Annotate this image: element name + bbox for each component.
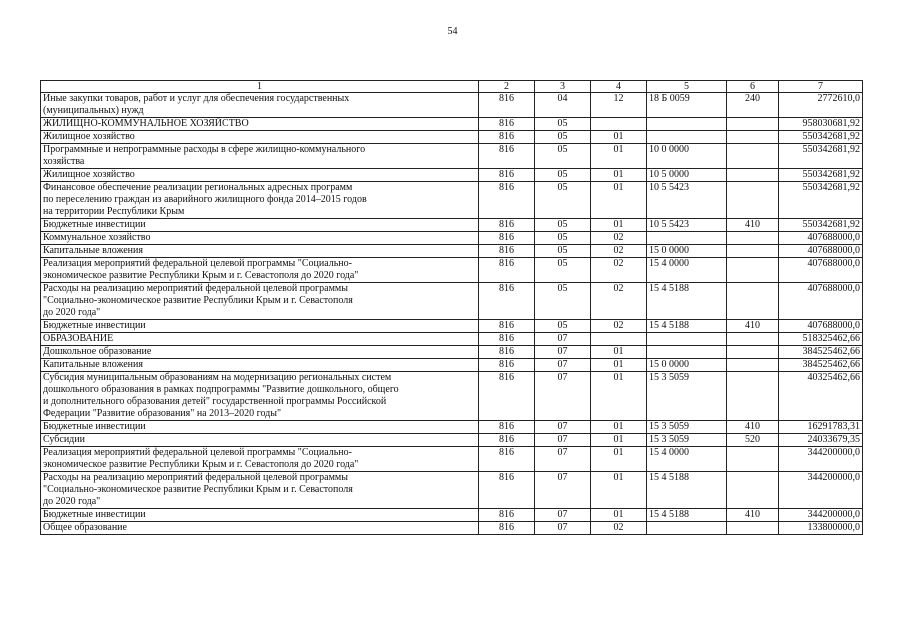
row-name-line: "Социально-экономическое развитие Республики Крым и г. Севастополя: [43, 295, 353, 306]
row-name-cell: [41, 118, 479, 131]
row-name-line: Расходы на реализацию мероприятий федеральной целевой программы: [43, 472, 348, 483]
amount-cell: 344200000,0: [779, 509, 863, 522]
table-row: [41, 333, 863, 346]
target-item-cell: 15 4 0000: [647, 258, 727, 283]
amount-cell: 518325462,66: [779, 333, 863, 346]
section-code-cell: 04: [535, 93, 591, 118]
subsection-code-cell: 01: [591, 144, 647, 169]
row-name-line: Общее образование: [43, 522, 127, 533]
expense-type-cell: [727, 359, 779, 372]
amount-cell: 2772610,0: [779, 93, 863, 118]
row-name-line: ЖИЛИЩНО-КОММУНАЛЬНОЕ ХОЗЯЙСТВО: [43, 118, 249, 129]
ministry-code-cell: 816: [479, 320, 535, 333]
table-row: [41, 169, 863, 182]
section-code-cell: 07: [535, 447, 591, 472]
ministry-code-cell: 816: [479, 131, 535, 144]
table-row: [41, 372, 863, 421]
row-name-line: Программные и непрограммные расходы в сфере жилищно-коммунального: [43, 144, 366, 155]
section-code-cell: 07: [535, 346, 591, 359]
ministry-code-cell: 816: [479, 232, 535, 245]
table-row: [41, 320, 863, 333]
section-code-cell: 05: [535, 245, 591, 258]
subsection-code-cell: 01: [591, 509, 647, 522]
section-code-cell: 05: [535, 118, 591, 131]
page-number: 54: [447, 26, 458, 37]
target-item-cell: [647, 522, 727, 535]
amount-cell: 133800000,0: [779, 522, 863, 535]
ministry-code-cell: 816: [479, 447, 535, 472]
row-name-line: Дошкольное образование: [43, 346, 152, 357]
amount-cell: 16291783,31: [779, 421, 863, 434]
amount-cell: 24033679,35: [779, 434, 863, 447]
row-name-cell: [41, 372, 479, 421]
row-name-line: Капитальные вложения: [43, 359, 143, 370]
subsection-code-cell: 01: [591, 169, 647, 182]
row-name-cell: [41, 144, 479, 169]
row-name-line: дошкольного образования в рамках подпрограммы "Развитие дошкольного, общего: [43, 384, 399, 395]
ministry-code-cell: 816: [479, 434, 535, 447]
expense-type-cell: [727, 182, 779, 219]
row-name-line: Реализация мероприятий федеральной целевой программы "Социально-: [43, 258, 352, 269]
row-name-line: Бюджетные инвестиции: [43, 509, 146, 520]
target-item-cell: 15 0 0000: [647, 359, 727, 372]
row-name-cell: [41, 219, 479, 232]
section-code-cell: 07: [535, 359, 591, 372]
table-row: [41, 472, 863, 509]
subsection-code-cell: 01: [591, 346, 647, 359]
ministry-code-cell: 816: [479, 333, 535, 346]
row-name-line: на территории Республики Крым: [43, 206, 185, 217]
ministry-code-cell: 816: [479, 472, 535, 509]
table-row: [41, 258, 863, 283]
expense-type-cell: [727, 522, 779, 535]
amount-cell: 40325462,66: [779, 372, 863, 421]
expense-type-cell: 410: [727, 509, 779, 522]
table-row: [41, 182, 863, 219]
row-name-line: Федерации "Развитие образования" на 2013–2020 годы": [43, 408, 282, 419]
target-item-cell: 15 3 5059: [647, 421, 727, 434]
table-row: [41, 283, 863, 320]
row-name-cell: [41, 131, 479, 144]
amount-cell: 407688000,0: [779, 245, 863, 258]
row-name-line: (муниципальных) нужд: [43, 105, 144, 116]
budget-table: [40, 80, 863, 535]
row-name-line: Бюджетные инвестиции: [43, 421, 146, 432]
table-row: [41, 346, 863, 359]
amount-cell: 550342681,92: [779, 182, 863, 219]
table-row: [41, 131, 863, 144]
header-cell: 6: [727, 81, 779, 93]
table-row: [41, 359, 863, 372]
target-item-cell: 15 0 0000: [647, 245, 727, 258]
subsection-code-cell: 02: [591, 232, 647, 245]
row-name-cell: [41, 283, 479, 320]
row-name-line: Бюджетные инвестиции: [43, 320, 146, 331]
subsection-code-cell: [591, 118, 647, 131]
target-item-cell: 10 5 5423: [647, 182, 727, 219]
section-code-cell: 05: [535, 232, 591, 245]
header-cell: 7: [779, 81, 863, 93]
subsection-code-cell: 02: [591, 258, 647, 283]
ministry-code-cell: 816: [479, 421, 535, 434]
row-name-line: до 2020 года": [43, 307, 101, 318]
row-name-cell: [41, 245, 479, 258]
expense-type-cell: [727, 131, 779, 144]
expense-type-cell: 410: [727, 320, 779, 333]
row-name-cell: [41, 182, 479, 219]
row-name-cell: [41, 509, 479, 522]
section-code-cell: 07: [535, 522, 591, 535]
row-name-cell: [41, 346, 479, 359]
row-name-cell: [41, 434, 479, 447]
row-name-cell: [41, 447, 479, 472]
amount-cell: 407688000,0: [779, 258, 863, 283]
expense-type-cell: 240: [727, 93, 779, 118]
header-cell: 1: [41, 81, 479, 93]
section-code-cell: 07: [535, 333, 591, 346]
expense-type-cell: [727, 447, 779, 472]
ministry-code-cell: 816: [479, 169, 535, 182]
row-name-line: до 2020 года": [43, 496, 101, 507]
expense-type-cell: 520: [727, 434, 779, 447]
row-name-cell: [41, 522, 479, 535]
target-item-cell: [647, 118, 727, 131]
amount-cell: 384525462,66: [779, 346, 863, 359]
amount-cell: 384525462,66: [779, 359, 863, 372]
target-item-cell: [647, 333, 727, 346]
target-item-cell: 15 3 5059: [647, 434, 727, 447]
table-row: [41, 93, 863, 118]
section-code-cell: 05: [535, 144, 591, 169]
amount-cell: 407688000,0: [779, 283, 863, 320]
subsection-code-cell: 01: [591, 182, 647, 219]
section-code-cell: 05: [535, 219, 591, 232]
section-code-cell: 05: [535, 169, 591, 182]
target-item-cell: [647, 131, 727, 144]
ministry-code-cell: 816: [479, 118, 535, 131]
row-name-cell: [41, 472, 479, 509]
ministry-code-cell: 816: [479, 219, 535, 232]
row-name-cell: [41, 232, 479, 245]
expense-type-cell: 410: [727, 219, 779, 232]
section-code-cell: 07: [535, 472, 591, 509]
section-code-cell: 05: [535, 182, 591, 219]
table-row: [41, 447, 863, 472]
row-name-line: Реализация мероприятий федеральной целевой программы "Социально-: [43, 447, 352, 458]
row-name-cell: [41, 359, 479, 372]
amount-cell: 550342681,92: [779, 144, 863, 169]
row-name-line: и дополнительного образования детей" государственной программы Российской: [43, 396, 387, 407]
ministry-code-cell: 816: [479, 522, 535, 535]
row-name-cell: [41, 421, 479, 434]
target-item-cell: [647, 346, 727, 359]
target-item-cell: 15 4 5188: [647, 320, 727, 333]
amount-cell: 407688000,0: [779, 232, 863, 245]
subsection-code-cell: [591, 333, 647, 346]
target-item-cell: 15 4 5188: [647, 472, 727, 509]
target-item-cell: 10 5 5423: [647, 219, 727, 232]
table-row: [41, 219, 863, 232]
amount-cell: 958030681,92: [779, 118, 863, 131]
row-name-line: Субсидии: [43, 434, 85, 445]
subsection-code-cell: 01: [591, 434, 647, 447]
section-code-cell: 07: [535, 434, 591, 447]
amount-cell: 550342681,92: [779, 131, 863, 144]
ministry-code-cell: 816: [479, 359, 535, 372]
amount-cell: 550342681,92: [779, 169, 863, 182]
expense-type-cell: [727, 144, 779, 169]
row-name-cell: [41, 320, 479, 333]
row-name-cell: [41, 333, 479, 346]
subsection-code-cell: 12: [591, 93, 647, 118]
ministry-code-cell: 816: [479, 372, 535, 421]
section-code-cell: 05: [535, 283, 591, 320]
expense-type-cell: 410: [727, 421, 779, 434]
row-name-line: экономическое развитие Республики Крым и г. Севастополя до 2020 года": [43, 270, 359, 281]
subsection-code-cell: 02: [591, 320, 647, 333]
row-name-line: Иные закупки товаров, работ и услуг для обеспечения государственных: [43, 93, 350, 104]
table-row: [41, 509, 863, 522]
ministry-code-cell: 816: [479, 245, 535, 258]
subsection-code-cell: 01: [591, 447, 647, 472]
amount-cell: 344200000,0: [779, 447, 863, 472]
header-cell: 4: [591, 81, 647, 93]
ministry-code-cell: 816: [479, 346, 535, 359]
target-item-cell: [647, 232, 727, 245]
row-name-line: хозяйства: [43, 156, 85, 167]
subsection-code-cell: 02: [591, 522, 647, 535]
expense-type-cell: [727, 283, 779, 320]
section-code-cell: 07: [535, 421, 591, 434]
section-code-cell: 07: [535, 372, 591, 421]
row-name-line: Финансовое обеспечение реализации региональных адресных программ: [43, 182, 353, 193]
ministry-code-cell: 816: [479, 283, 535, 320]
row-name-line: Жилищное хозяйство: [43, 131, 135, 142]
header-cell: 5: [647, 81, 727, 93]
expense-type-cell: [727, 472, 779, 509]
expense-type-cell: [727, 258, 779, 283]
row-name-line: по переселению граждан из аварийного жилищного фонда 2014–2015 годов: [43, 194, 367, 205]
subsection-code-cell: 01: [591, 421, 647, 434]
table-row: [41, 434, 863, 447]
subsection-code-cell: 02: [591, 283, 647, 320]
row-name-line: Жилищное хозяйство: [43, 169, 135, 180]
target-item-cell: 15 4 0000: [647, 447, 727, 472]
header-row: [41, 81, 863, 93]
expense-type-cell: [727, 346, 779, 359]
amount-cell: 550342681,92: [779, 219, 863, 232]
expense-type-cell: [727, 372, 779, 421]
expense-type-cell: [727, 118, 779, 131]
ministry-code-cell: 816: [479, 258, 535, 283]
row-name-cell: [41, 93, 479, 118]
subsection-code-cell: 01: [591, 219, 647, 232]
target-item-cell: 15 4 5188: [647, 283, 727, 320]
subsection-code-cell: 01: [591, 131, 647, 144]
row-name-line: Субсидия муниципальным образованиям на модернизацию региональных систем: [43, 372, 392, 383]
subsection-code-cell: 01: [591, 372, 647, 421]
row-name-cell: [41, 169, 479, 182]
table-row: [41, 245, 863, 258]
ministry-code-cell: 816: [479, 182, 535, 219]
amount-cell: 344200000,0: [779, 472, 863, 509]
ministry-code-cell: 816: [479, 509, 535, 522]
target-item-cell: 15 4 5188: [647, 509, 727, 522]
row-name-line: Расходы на реализацию мероприятий федеральной целевой программы: [43, 283, 348, 294]
table-row: [41, 118, 863, 131]
table-row: [41, 144, 863, 169]
subsection-code-cell: 01: [591, 359, 647, 372]
target-item-cell: 10 5 0000: [647, 169, 727, 182]
subsection-code-cell: 02: [591, 245, 647, 258]
expense-type-cell: [727, 169, 779, 182]
row-name-line: экономическое развитие Республики Крым и г. Севастополя до 2020 года": [43, 459, 359, 470]
target-item-cell: 10 0 0000: [647, 144, 727, 169]
table-row: [41, 232, 863, 245]
section-code-cell: 05: [535, 320, 591, 333]
header-cell: 2: [479, 81, 535, 93]
expense-type-cell: [727, 232, 779, 245]
header-cell: 3: [535, 81, 591, 93]
row-name-line: Бюджетные инвестиции: [43, 219, 146, 230]
section-code-cell: 07: [535, 509, 591, 522]
ministry-code-cell: 816: [479, 144, 535, 169]
row-name-line: Капитальные вложения: [43, 245, 143, 256]
target-item-cell: 18 Б 0059: [647, 93, 727, 118]
subsection-code-cell: 01: [591, 472, 647, 509]
target-item-cell: 15 3 5059: [647, 372, 727, 421]
amount-cell: 407688000,0: [779, 320, 863, 333]
table-row: [41, 421, 863, 434]
row-name-cell: [41, 258, 479, 283]
row-name-line: Коммунальное хозяйство: [43, 232, 151, 243]
table-row: [41, 522, 863, 535]
section-code-cell: 05: [535, 131, 591, 144]
expense-type-cell: [727, 333, 779, 346]
expense-type-cell: [727, 245, 779, 258]
section-code-cell: 05: [535, 258, 591, 283]
ministry-code-cell: 816: [479, 93, 535, 118]
row-name-line: ОБРАЗОВАНИЕ: [43, 333, 114, 344]
row-name-line: "Социально-экономическое развитие Республики Крым и г. Севастополя: [43, 484, 353, 495]
